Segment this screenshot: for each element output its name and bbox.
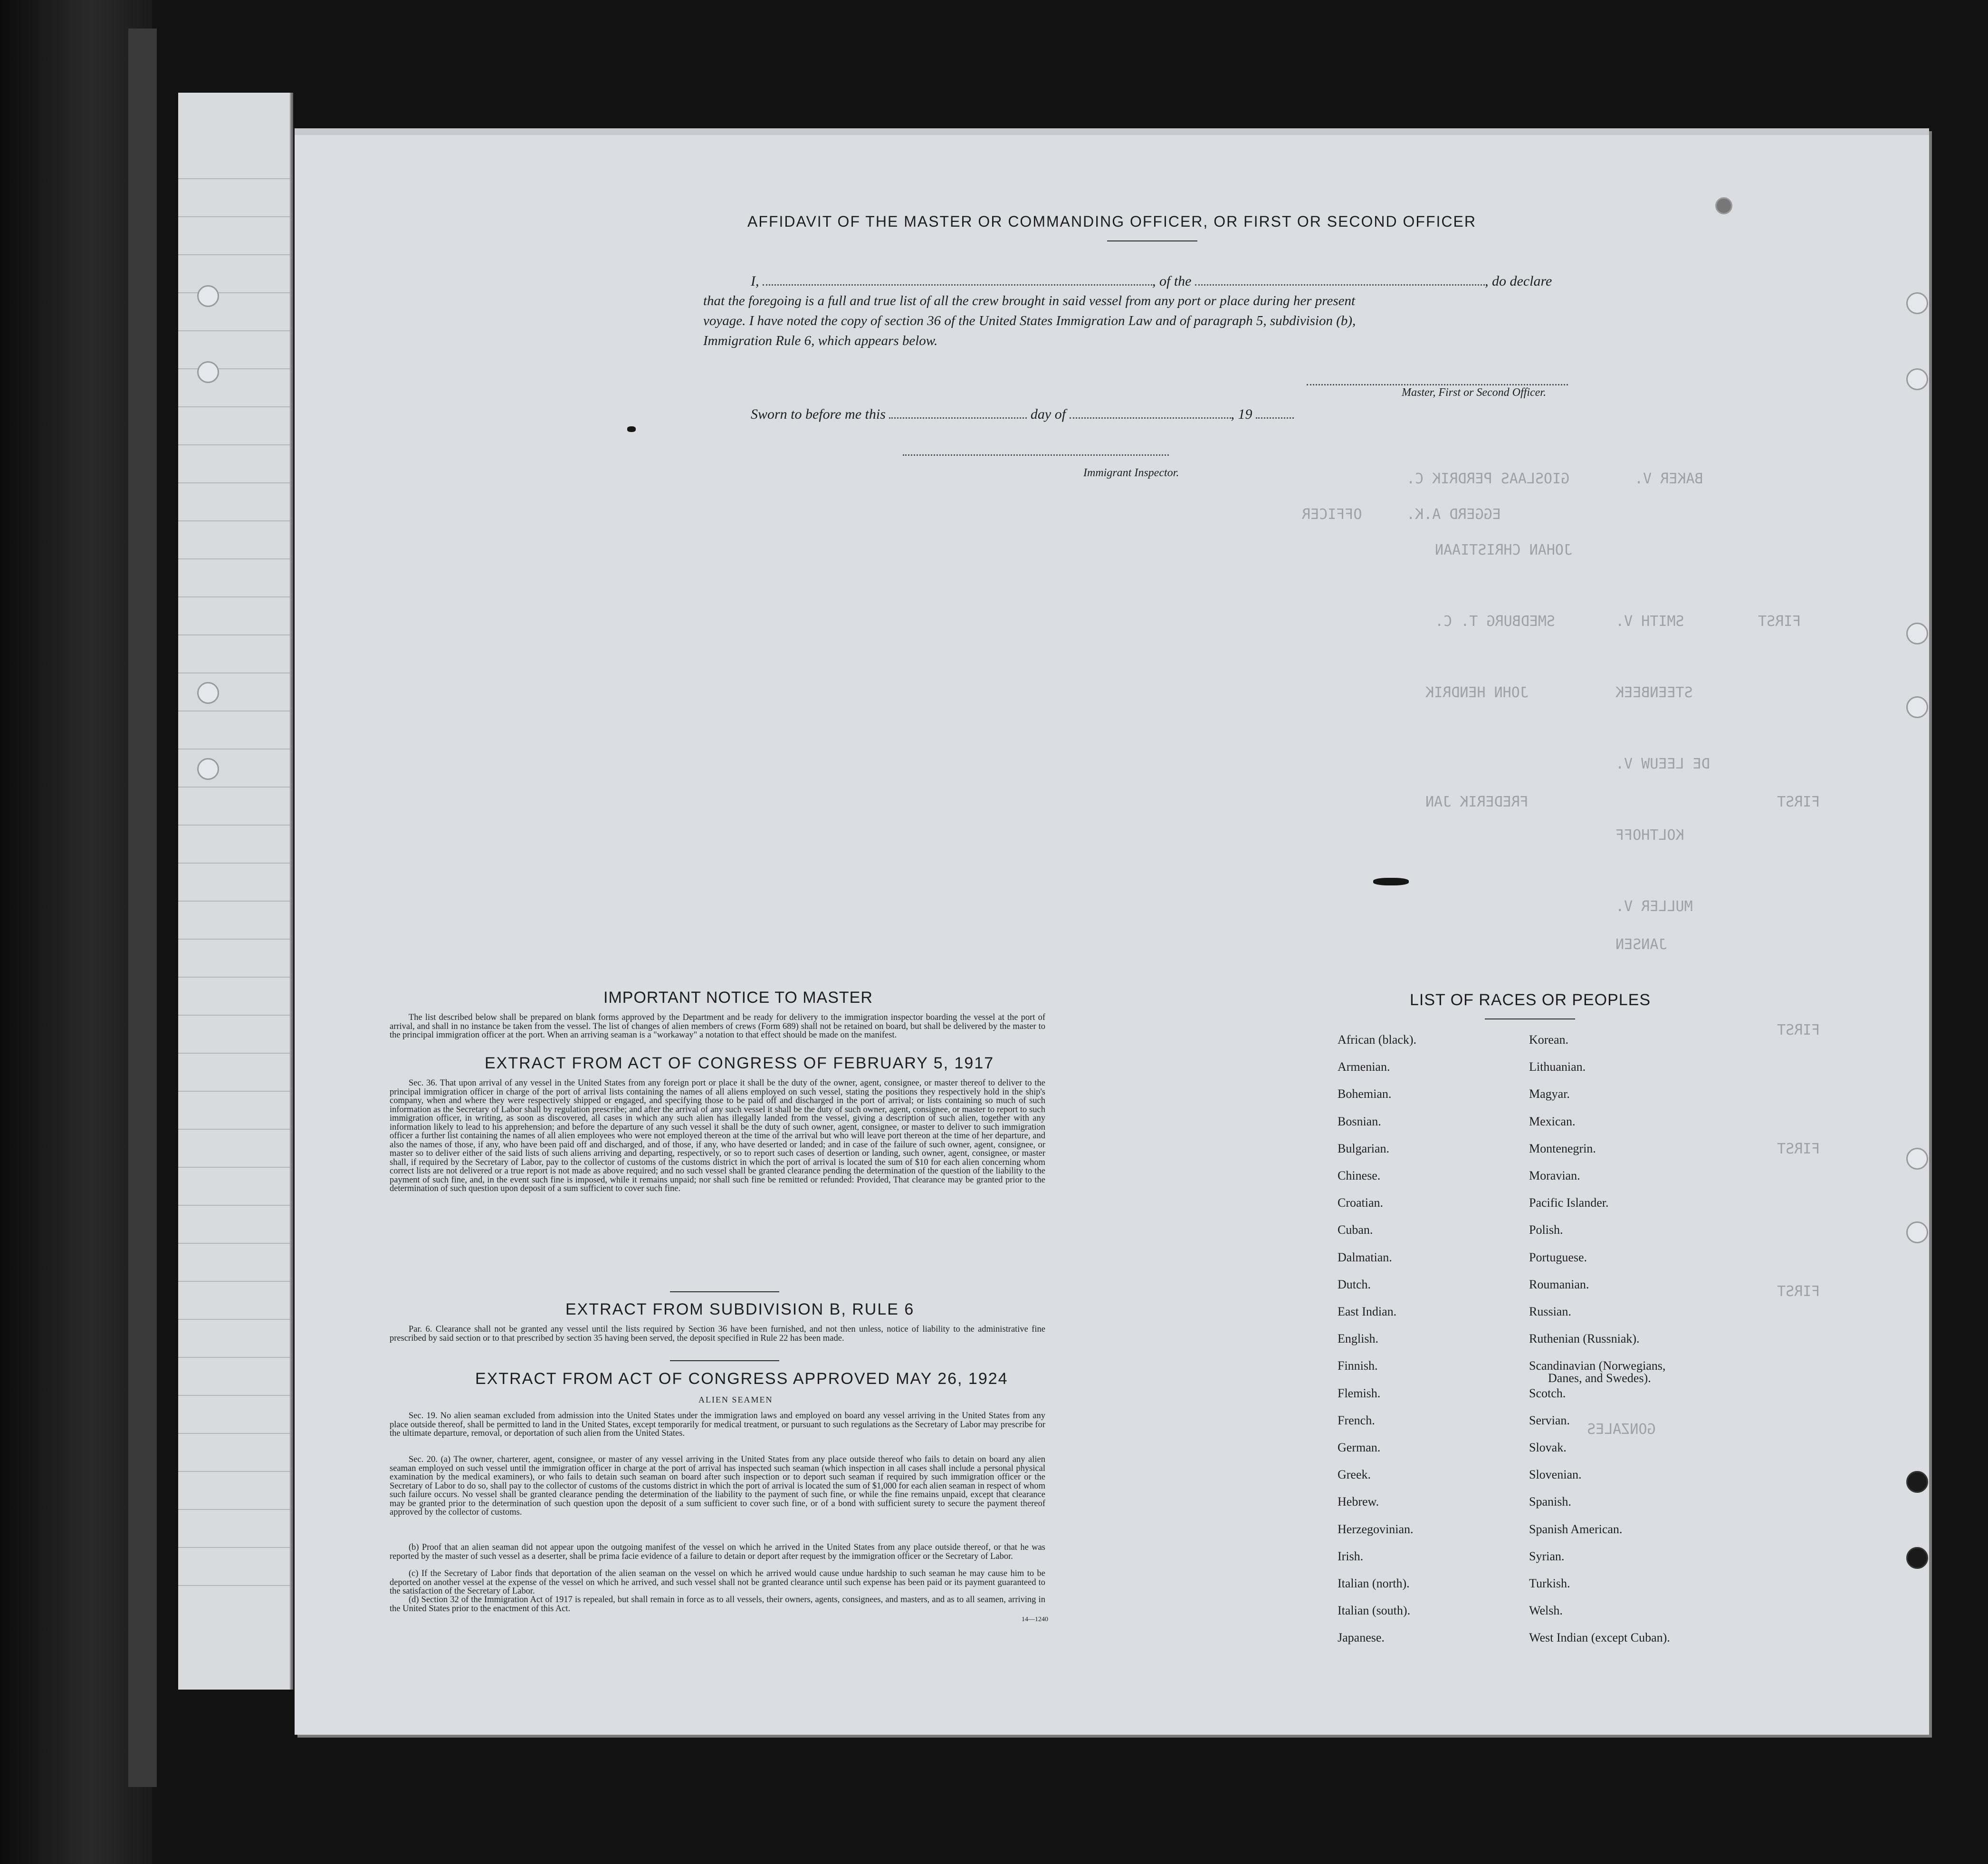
extract-1924-title: EXTRACT FROM ACT OF CONGRESS APPROVED MAY 26, 1924: [475, 1370, 1008, 1388]
race-item: Spanish.: [1529, 1495, 1571, 1509]
ruling-line: [178, 482, 290, 483]
inspector-signature-line[interactable]: [903, 454, 1169, 456]
affidavit-line-2: that the foregoing is a full and true list of all the crew brought in said vessel from any port or place during her present: [703, 293, 1356, 308]
ruling-line: [178, 977, 290, 978]
ruling-line: [178, 444, 290, 445]
punch-hole: [197, 758, 219, 780]
title-underline: [1107, 240, 1197, 241]
race-item: Turkish.: [1529, 1576, 1570, 1590]
race-item: Mexican.: [1529, 1114, 1576, 1128]
race-item: Magyar.: [1529, 1087, 1570, 1101]
punch-hole: [1906, 696, 1928, 718]
bleed-through-text: FIRST: [1777, 1283, 1820, 1300]
punch-hole: [197, 285, 219, 307]
vessel-field[interactable]: [1195, 284, 1485, 286]
sworn-prefix: Sworn to before me this: [751, 406, 886, 422]
bleed-through-text: FIRST: [1777, 794, 1820, 810]
page-edge: [295, 128, 1929, 135]
inspector-caption: Immigrant Inspector.: [1083, 467, 1179, 479]
i-label: I,: [751, 273, 759, 289]
ruling-line: [178, 1471, 290, 1472]
bleed-through-text: FREDERIK JAN: [1425, 794, 1529, 810]
race-item: Greek.: [1338, 1468, 1371, 1482]
ink-smudge: [627, 426, 636, 432]
ruling-line: [178, 292, 290, 293]
ruling-line: [178, 863, 290, 864]
sworn-day-field[interactable]: [889, 417, 1027, 419]
form-number: 14—1240: [1022, 1616, 1048, 1623]
race-item: Croatian.: [1338, 1196, 1384, 1210]
section-divider: [670, 1291, 779, 1292]
race-item: Polish.: [1529, 1223, 1563, 1237]
ink-smudge: [1373, 878, 1409, 885]
race-item: Japanese.: [1338, 1631, 1385, 1645]
punch-hole: [1906, 368, 1928, 390]
race-item: Ruthenian (Russniak).: [1529, 1332, 1640, 1346]
sec-20a-body: Sec. 20. (a) The owner, charterer, agent, consignee, or master of any vessel arriving in the United States from any place outside thereof who fails to detain on board any alien seaman employed on such vessel until the immigration officer in charge at the port of arrival has inspected such seaman (which inspection in all cases shall include a personal physical examination by the medical examiners), or who fails to detain such seaman on board after such inspection or to deport such seaman if required by such immigration officer or the Secretary of Labor to do so, shall pay to the collector of customs of the customs district in which the port of arrival is located the sum of $1,000 for each alien seaman in respect of whom such failure occurs. No vessel shall be granted clearance pending the determination of the liability to the payment of such fine, or while the fine remains unpaid, except that clearance may be granted prior to the determination of such question upon the deposit of a sum sufficient to cover such fine, or of a bond with sufficient surety to secure the payment thereof approved by the collector of customs.: [390, 1455, 1045, 1517]
ruling-line: [178, 1129, 290, 1130]
punch-hole: [1715, 197, 1732, 214]
race-item: Hebrew.: [1338, 1495, 1379, 1509]
extract-rule6-title: EXTRACT FROM SUBDIVISION B, RULE 6: [565, 1300, 915, 1318]
punch-hole: [1906, 623, 1928, 644]
race-item: Slovenian.: [1529, 1468, 1582, 1482]
affidavit-page: [295, 128, 1929, 1735]
bleed-through-text: JOHAN CHRISTIAAN: [1435, 542, 1572, 558]
race-item: Moravian.: [1529, 1169, 1580, 1182]
sec-20c-body: (c) If the Secretary of Labor finds that deportation of the alien seaman on the vessel on which he arrived would cause undue hardship to such seaman he may cause him to be deported on another vessel at the expense of the vessel on which he arrived, and such vessel shall not be granted clearance until such expense has been paid or its payment guaranteed to the satisfaction of the Secretary of Labor.: [390, 1569, 1045, 1596]
race-item: Syrian.: [1529, 1549, 1565, 1563]
race-item: Armenian.: [1338, 1060, 1390, 1074]
race-item: West Indian (except Cuban).: [1529, 1631, 1670, 1645]
bleed-through-text: EGGERD A.K.: [1406, 506, 1501, 523]
ruling-line: [178, 1319, 290, 1320]
extract-1917-title: EXTRACT FROM ACT OF CONGRESS OF FEBRUARY 5, 1917: [485, 1054, 994, 1072]
notice-title: IMPORTANT NOTICE TO MASTER: [603, 989, 873, 1007]
race-item: Finnish.: [1338, 1359, 1378, 1373]
race-item: Roumanian.: [1529, 1277, 1589, 1291]
races-title-underline: [1485, 1018, 1575, 1019]
race-item: Scandinavian (Norwegians,: [1529, 1359, 1666, 1373]
race-item: Herzegovinian.: [1338, 1522, 1414, 1536]
race-item: Portuguese.: [1529, 1250, 1587, 1264]
bleed-through-text: STEENBEEK: [1615, 684, 1693, 701]
bleed-through-text: GONZALES: [1587, 1421, 1656, 1438]
master-signature-caption: Master, First or Second Officer.: [1402, 386, 1546, 399]
bleed-through-text: FIRST: [1777, 1022, 1820, 1038]
section-divider: [670, 1360, 779, 1361]
ruling-line: [178, 825, 290, 826]
ruling-line: [178, 254, 290, 255]
bleed-through-text: SMITH V.: [1615, 613, 1684, 630]
punch-hole: [1906, 1471, 1928, 1493]
race-item: Bohemian.: [1338, 1087, 1392, 1101]
race-item: Pacific Islander.: [1529, 1196, 1609, 1210]
race-item: African (black).: [1338, 1033, 1417, 1047]
race-item: Bosnian.: [1338, 1114, 1381, 1128]
ruling-line: [178, 901, 290, 902]
race-item: German.: [1338, 1441, 1381, 1454]
punch-hole: [1906, 1547, 1928, 1569]
ruling-line: [178, 1281, 290, 1282]
ruling-line: [178, 1091, 290, 1092]
race-item: Montenegrin.: [1529, 1141, 1596, 1155]
year-prefix: , 19: [1231, 406, 1252, 422]
ruling-line: [178, 330, 290, 331]
bleed-through-text: KOLTHOFF: [1615, 827, 1684, 844]
alien-seamen-subtitle: ALIEN SEAMEN: [698, 1395, 773, 1404]
ruling-line: [178, 1509, 290, 1510]
ruling-line: [178, 596, 290, 597]
ruling-line: [178, 1395, 290, 1396]
bleed-through-text: FIRST: [1758, 613, 1801, 630]
race-item: Welsh.: [1529, 1604, 1563, 1618]
bleed-through-text: JANSEN: [1615, 936, 1667, 953]
punch-hole: [197, 682, 219, 704]
race-item: Lithuanian.: [1529, 1060, 1586, 1074]
ruling-line: [178, 1015, 290, 1016]
punch-hole: [1906, 1221, 1928, 1243]
race-item: Scotch.: [1529, 1386, 1566, 1400]
bleed-through-text: FIRST: [1777, 1141, 1820, 1157]
extract-1917-body: Sec. 36. That upon arrival of any vessel in the United States from any foreign port or place it shall be the duty of the owner, agent, consignee, or master thereof to deliver to the principal immigration officer in charge of the port of arrival lists containing the names of all aliens employed on such vessel, stating the positions they respectively hold in the ship's company, when and where they were respectively shipped or engaged, and specifying those to be paid off and discharged in the port of arrival; or lists containing so much of such information as the Secretary of Labor shall by regulation prescribe; and after the arrival of any such vessel it shall be the duty of such owner, agent, consignee, or master to report to such immigration officer, in writing, as soon as discovered, all cases in which any such alien has illegally landed from the vessel, giving a description of such alien, together with any information likely to lead to his apprehension; and before the departure of any such vessel it shall be the duty of such owner, agent, consignee, or master to deliver to such immigration officer a further list containing the names of all alien employees who were not employed thereon at the time of the arrival but who will leave port thereon at the time of her departure, and also the names of those, if any, who have been paid off and discharged, and of those, if any, who have deserted or landed; and in case of the failure of such owner, agent, consignee, or master so to deliver either of the said lists of such aliens arriving and departing, respectively, or so to report such cases of desertion or landing, such owner, agent, consignee, or master shall, if required by the Secretary of Labor, pay to the collector of customs of the customs district in which the port of arrival is located the sum of $10 for each alien concerning whom correct lists are not delivered or a true report is not made as above required; and no such vessel shall be granted clearance pending the determination of the question of the liability to the payment of such fine, and, in the event such fine is imposed, while it remains unpaid; nor shall such fine be remitted or refunded: Provided, That clearance may be granted prior to the determination of such question upon deposit of a sum sufficient to cover such fine.: [390, 1078, 1045, 1193]
race-item: Spanish American.: [1529, 1522, 1623, 1536]
race-item: East Indian.: [1338, 1305, 1397, 1318]
punch-hole: [197, 361, 219, 383]
sworn-year-field[interactable]: [1256, 417, 1294, 419]
race-item: French.: [1338, 1413, 1375, 1427]
races-title: LIST OF RACES OR PEOPLES: [1410, 991, 1651, 1009]
ruling-line: [178, 787, 290, 788]
sec-19-body: Sec. 19. No alien seaman excluded from admission into the United States under the immigration laws and employed on board any vessel arriving in the United States from any place outside thereof, shall be permitted to land in the United States, except temporarily for medical treatment, or pursuant to such regulations as the Secretary of Labor may prescribe for the ultimate departure, removal, or deportation of such alien from the United States.: [390, 1411, 1045, 1438]
sec-20d-body: (d) Section 32 of the Immigration Act of 1917 is repealed, but shall remain in force as to all vessels, their owners, agents, consignees, and masters, and as to all seamen, arriving in the United States prior to the enactment of this Act.: [390, 1595, 1045, 1614]
bleed-through-text: JOHN HENDRIK: [1425, 684, 1529, 701]
race-item: Slovak.: [1529, 1441, 1567, 1454]
master-signature-line[interactable]: [1307, 384, 1568, 385]
race-item: Dalmatian.: [1338, 1250, 1392, 1264]
sworn-month-field[interactable]: [1070, 417, 1231, 419]
affidavit-line-1: [751, 273, 1552, 289]
race-item: English.: [1338, 1332, 1378, 1346]
affidavit-title: AFFIDAVIT OF THE MASTER OR COMMANDING OFFICER, OR FIRST OR SECOND OFFICER: [747, 213, 1476, 230]
notice-body: The list described below shall be prepared on blank forms approved by the Department and be ready for delivery to the immigration inspector boarding the vessel at the port of arrival, and shall in no instance be taken from the vessel. The list of changes of alien members of crews (Form 689) shall not be retained on board, but shall be delivered by the master to the principal immigration officer at the port. When an arriving seaman is a "workaway" a notation to that effect should be made on the manifest.: [390, 1013, 1045, 1040]
race-item: Chinese.: [1338, 1169, 1381, 1182]
sworn-line: [751, 406, 1294, 423]
race-item: Dutch.: [1338, 1277, 1371, 1291]
race-item: Servian.: [1529, 1413, 1570, 1427]
bleed-through-text: GIOSLAAS PERDRIK C.: [1406, 471, 1570, 487]
bleed-through-text: SMEDBURG T. C.: [1435, 613, 1555, 630]
bleed-through-text: DE LEEUW V.: [1615, 756, 1710, 772]
underlying-sheet: [178, 93, 291, 1690]
ruling-line: [178, 216, 290, 217]
affidavit-line-3: voyage. I have noted the copy of section 36 of the United States Immigration Law and of paragraph 5, subdivision (b),: [703, 313, 1356, 328]
ruling-line: [178, 939, 290, 940]
race-item: Flemish.: [1338, 1386, 1381, 1400]
race-item: Korean.: [1529, 1033, 1569, 1047]
ruling-line: [178, 634, 290, 635]
ruling-line: [178, 1205, 290, 1206]
bleed-through-text: OFFICER: [1302, 506, 1362, 523]
bleed-through-text: BAKER V.: [1634, 471, 1703, 487]
race-item-continuation: Danes, and Swedes).: [1548, 1371, 1651, 1385]
ruling-line: [178, 520, 290, 521]
name-field[interactable]: [763, 284, 1152, 286]
punch-hole: [1906, 1148, 1928, 1170]
extract-rule6-body: Par. 6. Clearance shall not be granted any vessel until the lists required by Section 36 have been furnished, and not then unless, notice of liability to the administrative fine prescribed by said section or to that prescribed by section 35 having been served, the deposit specified in Rule 22 has been made.: [390, 1325, 1045, 1343]
ruling-line: [178, 368, 290, 369]
ruling-line: [178, 1433, 290, 1434]
ruling-line: [178, 178, 290, 179]
race-item: Cuban.: [1338, 1223, 1373, 1237]
ruling-line: [178, 1053, 290, 1054]
race-item: Russian.: [1529, 1305, 1571, 1318]
of-the-label: , of the: [1152, 273, 1192, 289]
race-item: Irish.: [1338, 1549, 1364, 1563]
ruling-line: [178, 1585, 290, 1586]
ruling-line: [178, 1547, 290, 1548]
ruling-line: [178, 1243, 290, 1244]
ruling-line: [178, 1357, 290, 1358]
affidavit-line-4: Immigration Rule 6, which appears below.: [703, 333, 938, 348]
race-item: Italian (south).: [1338, 1604, 1411, 1618]
bleed-through-text: MULLER V.: [1615, 898, 1693, 915]
race-item: Bulgarian.: [1338, 1141, 1390, 1155]
do-declare-label: , do declare: [1485, 273, 1552, 289]
binding-edge: [128, 29, 157, 1787]
ruling-line: [178, 1167, 290, 1168]
ruling-line: [178, 406, 290, 407]
day-of-label: day of: [1030, 406, 1066, 422]
ruling-line: [178, 558, 290, 559]
race-item: Italian (north).: [1338, 1576, 1410, 1590]
punch-hole: [1906, 292, 1928, 314]
sec-20b-body: (b) Proof that an alien seaman did not appear upon the outgoing manifest of the vessel on which he arrived in the United States from any place outside thereof, or that he was reported by the master of such vessel as a deserter, shall be prima facie evidence of a failure to detain or deport after request by the immigration officer or the Secretary of Labor.: [390, 1543, 1045, 1561]
